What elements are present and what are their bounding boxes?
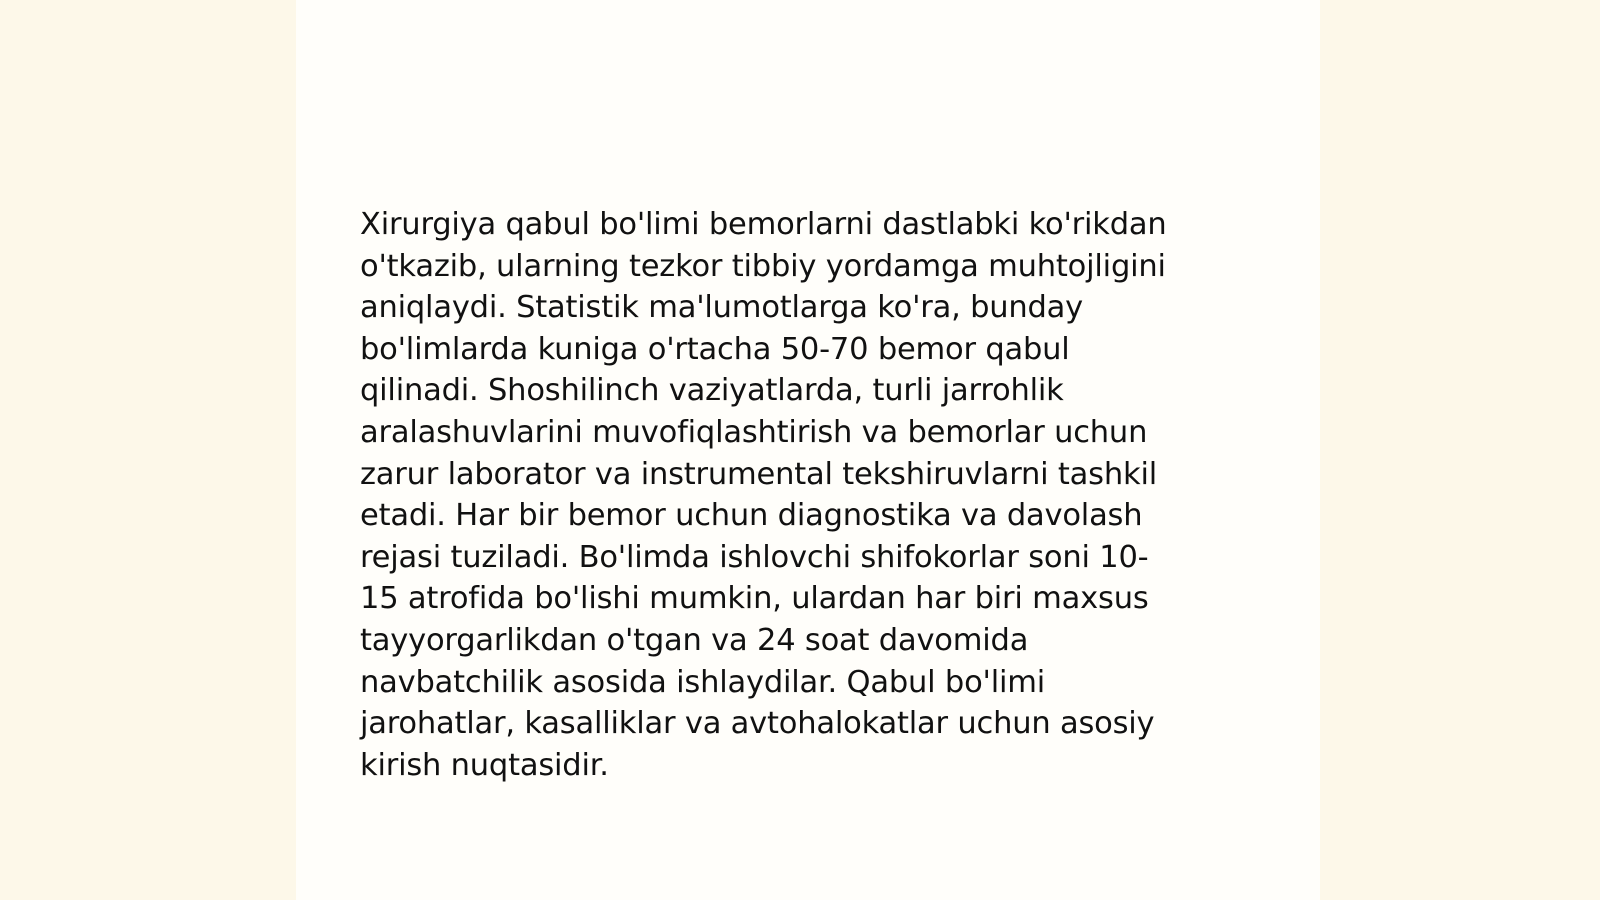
paragraph-line-1: Xirurgiya qabul bo'limi bemorlarni dastlabki ko'rikdan: [360, 207, 1167, 242]
paragraph-line-11: tayyorgarlikdan o'tgan va 24 soat davomida: [360, 622, 1029, 658]
paragraph-line-5: qilinadi. Shoshilinch vaziyatlarda, turli jarrohlik: [360, 373, 1064, 409]
paragraph-line-10: 15 atrofida bo'lishi mumkin, ulardan har biri maxsus: [360, 581, 1149, 617]
body-paragraph: [360, 204, 1250, 786]
paragraph-line-13: jarohatlar, kasalliklar va avtohalokatlar uchun asosiy: [360, 706, 1155, 742]
right-margin: [1320, 0, 1600, 900]
paragraph-line-9: rejasi tuziladi. Bo'limda ishlovchi shifokorlar soni 10-: [360, 539, 1149, 575]
paragraph-line-7: zarur laborator va instrumental tekshiruvlarni tashkil: [360, 456, 1158, 492]
left-margin: [0, 0, 296, 900]
paragraph-line-3: aniqlaydi. Statistik ma'lumotlarga ko'ra, bunday: [360, 290, 1084, 326]
paragraph-line-2: o'tkazib, ularning tezkor tibbiy yordamga muhtojligini: [360, 248, 1166, 284]
paragraph-line-4: bo'limlarda kuniga o'rtacha 50-70 bemor qabul: [360, 331, 1070, 367]
paragraph-line-14: kirish nuqtasidir.: [360, 747, 609, 783]
paragraph-line-8: etadi. Har bir bemor uchun diagnostika va davolash: [360, 498, 1143, 534]
paragraph-line-12: navbatchilik asosida ishlaydilar. Qabul bo'limi: [360, 664, 1046, 700]
paragraph-line-6: aralashuvlarini muvofiqlashtirish va bemorlar uchun: [360, 414, 1148, 450]
document-page: [296, 0, 1320, 900]
